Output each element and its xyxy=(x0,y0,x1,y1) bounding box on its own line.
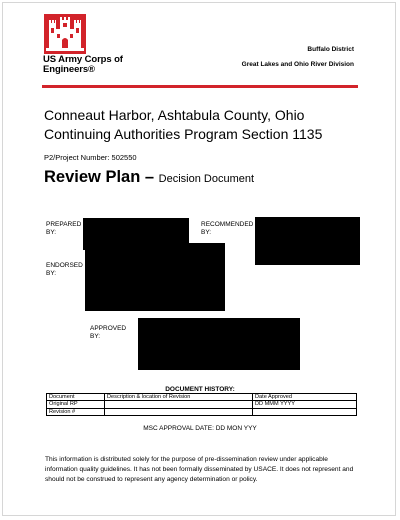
document-history-title: DOCUMENT HISTORY: xyxy=(165,386,235,393)
table-cell xyxy=(253,408,357,415)
project-title: Conneaut Harbor, Ashtabula County, Ohio xyxy=(44,107,305,123)
plan-dash: – xyxy=(144,168,155,186)
castle-icon xyxy=(44,14,86,54)
table-cell: DD MMM YYYY xyxy=(253,401,357,408)
endorsed-by-label: ENDORSED BY: xyxy=(46,262,83,277)
table-row xyxy=(47,401,357,408)
redacted-signature xyxy=(255,217,360,265)
column-header: Document xyxy=(47,394,105,401)
disclaimer-text: This information is distributed solely for the purpose of pre-dissemination review under applicable information quality guidelines. It has not been formally disseminated by USACE. It does not represent and should not be construed to represent any agency determination or policy. xyxy=(45,456,354,483)
document-history-table xyxy=(46,393,357,416)
prepared-by-label: PREPARED BY: xyxy=(46,221,82,236)
header-rule xyxy=(42,85,358,88)
plan-subtitle: Decision Document xyxy=(158,173,255,185)
recommended-by-label: RECOMMENDED BY: xyxy=(201,221,254,236)
plan-title: Review Plan xyxy=(44,168,141,186)
redacted-signature xyxy=(138,318,300,370)
district-name: Buffalo District xyxy=(307,46,354,53)
redacted-signature xyxy=(85,243,225,311)
table-cell xyxy=(105,401,253,408)
column-header: Date Approved xyxy=(253,394,357,401)
table-row xyxy=(47,408,357,415)
table-cell: Revision # xyxy=(47,408,105,415)
table-cell: Original RP xyxy=(47,401,105,408)
plan-heading xyxy=(44,168,254,187)
msc-approval-date: MSC APPROVAL DATE: DD MON YYY xyxy=(143,425,257,432)
table-cell xyxy=(105,408,253,415)
approved-by-label: APPROVED BY: xyxy=(90,325,127,340)
org-name: US Army Corps of Engineers® xyxy=(43,54,123,75)
program-title: Continuing Authorities Program Section 1135 xyxy=(44,126,323,142)
project-number: P2/Project Number: 502550 xyxy=(44,153,137,162)
table-header-row xyxy=(47,394,357,401)
column-header: Description & location of Revision xyxy=(105,394,253,401)
division-name: Great Lakes and Ohio River Division xyxy=(241,61,354,68)
